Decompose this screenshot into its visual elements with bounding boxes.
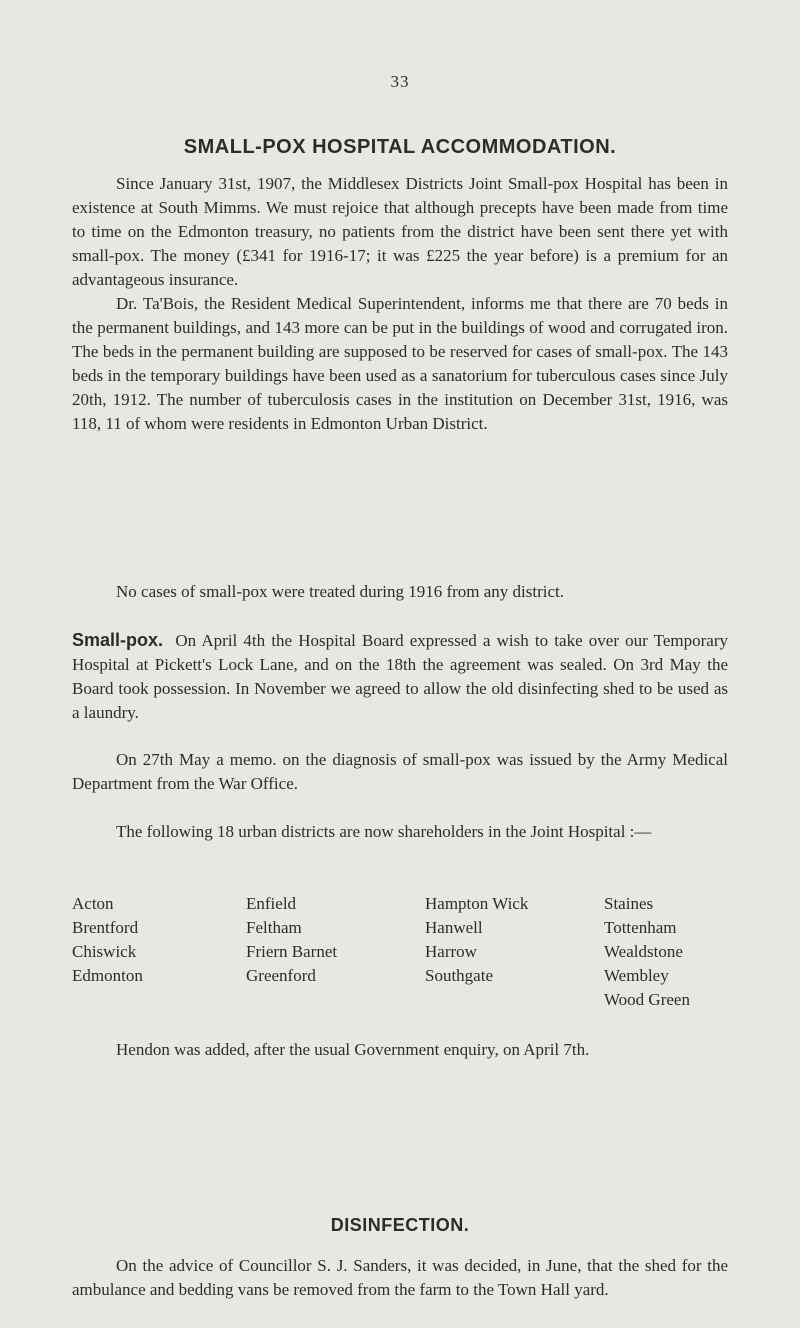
- district-name: Acton: [72, 894, 114, 913]
- district-name: Feltham: [246, 918, 302, 937]
- page-number: 33: [390, 72, 410, 91]
- district-name: Brentford: [72, 918, 139, 937]
- district-name: Chiswick: [72, 942, 137, 961]
- paragraph-disinfection: On the advice of Councillor S. J. Sanders, it was decided, in June, that the shed for the ambulance and bedding vans be removed from the farm to the Town Hall yard.: [72, 1256, 728, 1299]
- district-name: Wood Green: [604, 990, 690, 1009]
- section-heading-hospital: SMALL-POX HOSPITAL ACCOMMODATION.: [183, 136, 617, 158]
- district-name: Greenford: [246, 966, 316, 985]
- district-name: Wealdstone: [604, 942, 683, 961]
- paragraph-memo: On 27th May a memo. on the diagnosis of small-pox was issued by the Army Medical Department from the War Office.: [72, 750, 728, 793]
- district-name: Southgate: [425, 966, 493, 985]
- paragraph-no-cases: No cases of small-pox were treated during 1916 from any district.: [116, 582, 565, 601]
- paragraph-smallpox-text: On April 4th the Hospital Board expressed a wish to take over our Temporary Hospital at Pickett's Lock Lane, and on the 18th the agreement was sealed. On 3rd May the Board took possession. In November we agreed to allow the old disinfecting shed to be used as a laundry.: [72, 631, 729, 722]
- district-name: Hanwell: [425, 918, 483, 937]
- paragraph-beds: Dr. Ta'Bois, the Resident Medical Superintendent, informs me that there are 70 beds in the permanent buildings, and 143 more can be put in the buildings of wood and corrugated iron. The beds in the permanent building are supposed to be reserved for cases of small-pox. The 143 beds in the temporary buildings have been used as a sanatorium for tuberculous cases since July 20th, 1912. The number of tuberculosis cases in the institution on December 31st, 1916, was 118, 11 of whom were residents in Edmonton Urban District.: [72, 294, 728, 433]
- district-column-3: [425, 892, 528, 988]
- district-column-2: [246, 892, 337, 988]
- paragraph-intro: Since January 31st, 1907, the Middlesex Districts Joint Small-pox Hospital has been in existence at South Mimms. We must rejoice that although precepts have been made from time to time on the Edmonton treasury, no patients from the district have been sent there yet with small-pox. The money (£341 for 1916-17; it was £225 the year before) is a premium for an advantageous insurance.: [72, 174, 728, 289]
- district-name: Tottenham: [604, 918, 677, 937]
- district-name: Harrow: [425, 942, 477, 961]
- district-name: Friern Barnet: [246, 942, 338, 961]
- district-name: Hampton Wick: [425, 894, 529, 913]
- district-name: Enfield: [246, 894, 297, 913]
- runin-heading-smallpox: Small-pox.: [72, 630, 164, 650]
- district-column-1: [72, 892, 143, 988]
- district-name: Wembley: [604, 966, 669, 985]
- district-name: Staines: [604, 894, 654, 913]
- paragraph-shareholders: The following 18 urban districts are now shareholders in the Joint Hospital :—: [116, 822, 652, 841]
- section-heading-disinfection: DISINFECTION.: [330, 1215, 470, 1235]
- district-column-4: [604, 892, 690, 1012]
- paragraph-smallpox: [72, 628, 728, 725]
- district-name: Edmonton: [72, 966, 143, 985]
- paragraph-hendon: Hendon was added, after the usual Government enquiry, on April 7th.: [116, 1040, 590, 1059]
